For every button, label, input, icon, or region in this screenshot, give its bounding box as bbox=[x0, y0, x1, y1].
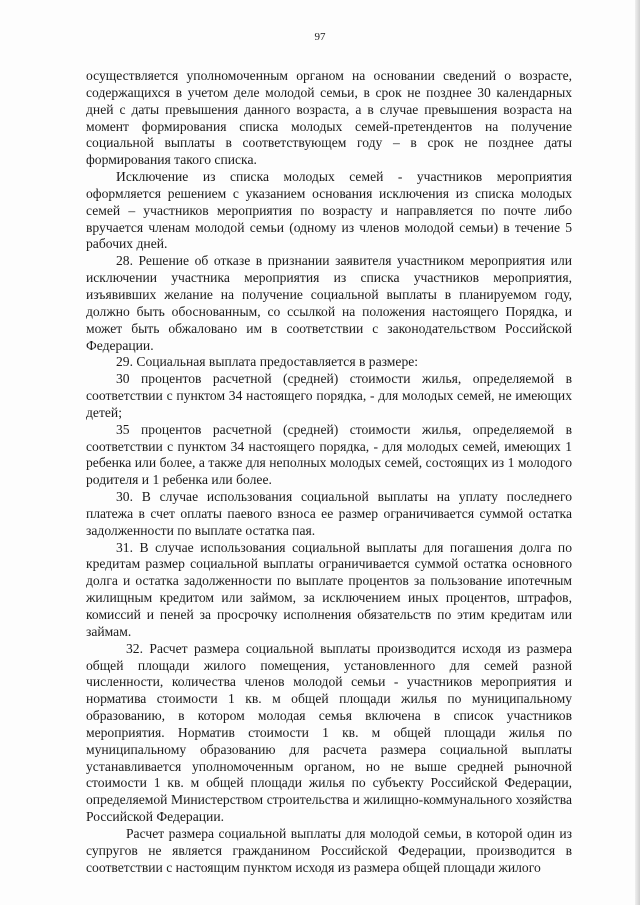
paragraph-28: 28. Решение об отказе в признании заявителя участником мероприятия или исключении участника мероприятия из списка участников мероприятия, изъявивших желание на получение социальной выплаты в планируемом году, должно быть обоснованным, со ссылкой на положения настоящего Порядка, и может быть обжаловано им в соответствии с законодательством Российской Федерации. bbox=[86, 253, 572, 353]
paragraph-31: 31. В случае использования социальной выплаты для погашения долга по кредитам размер социальной выплаты ограничивается суммой остатка основного долга и остатка задолженности по выплате процентов за пользование ипотечным жилищным кредитом или займом, за исключением иных процентов, штрафов, комиссий и пеней за просрочку исполнения обязательств по этим кредитам или займам. bbox=[86, 539, 572, 639]
paragraph-exclusion: Исключение из списка молодых семей - участников мероприятия оформляется решением с указанием основания исключения из списка молодых семей – участников мероприятия по возрасту и направляется по почте либо вручается членам молодой семьи (одному из членов молодой семьи) в течение 5 рабочих дней. bbox=[86, 169, 572, 252]
paragraph-32-foreign-spouse: Расчет размера социальной выплаты для молодой семьи, в которой один из супругов не является гражданином Российской Федерации, производится в соответствии с настоящим пунктом исходя из размера общей площади жилого bbox=[86, 825, 572, 875]
page-number: 97 bbox=[314, 31, 326, 43]
paragraph-29-35-percent: 35 процентов расчетной (средней) стоимости жилья, определяемой в соответствии с пунктом 34 настоящего порядка, - для молодых семей, имеющих 1 ребенка или более, а также для неполных молодых семей, состоящих из 1 молодого родителя и 1 ребенка или более. bbox=[86, 421, 572, 488]
paragraph-30: 30. В случае использования социальной выплаты на уплату последнего платежа в счет оплаты паевого взноса ее размер ограничивается суммой остатка задолженности по выплате остатка пая. bbox=[86, 489, 572, 538]
document-body bbox=[86, 68, 572, 877]
paragraph-32: 32. Расчет размера социальной выплаты производится исходя из размера общей площади жилого помещения, установленного для семей разной численности, количества членов молодой семьи - участников мероприятия и норматива стоимости 1 кв. м общей площади жилья по муниципальному образованию, в котором молодая семья включена в список участников мероприятия. Норматив стоимости 1 кв. м общей площади жилья по муниципальному образованию для расчета размера социальной выплаты устанавливается уполномоченным органом, но не выше средней рыночной стоимости 1 кв. м общей площади жилья по субъекту Российской Федерации, определяемой Министерством строительства и жилищно-коммунального хозяйства Российской Федерации. bbox=[86, 640, 572, 825]
scan-edge-shadow bbox=[635, 0, 640, 905]
paragraph-continuation: осуществляется уполномоченным органом на основании сведений о возрасте, содержащихся в учетом деле молодой семьи, в срок не позднее 30 календарных дней с даты превышения данного возраста, а в случае превышения возраста на момент формирования списка молодых семей-претендентов на получение социальной выплаты в соответствующем году – в срок не позднее даты формирования такого списка. bbox=[86, 68, 572, 168]
paragraph-29: 29. Социальная выплата предоставляется в размере: bbox=[116, 354, 419, 370]
paragraph-29-30-percent: 30 процентов расчетной (средней) стоимости жилья, определяемой в соответствии с пунктом 34 настоящего порядка, - для молодых семей, не имеющих детей; bbox=[86, 371, 572, 420]
